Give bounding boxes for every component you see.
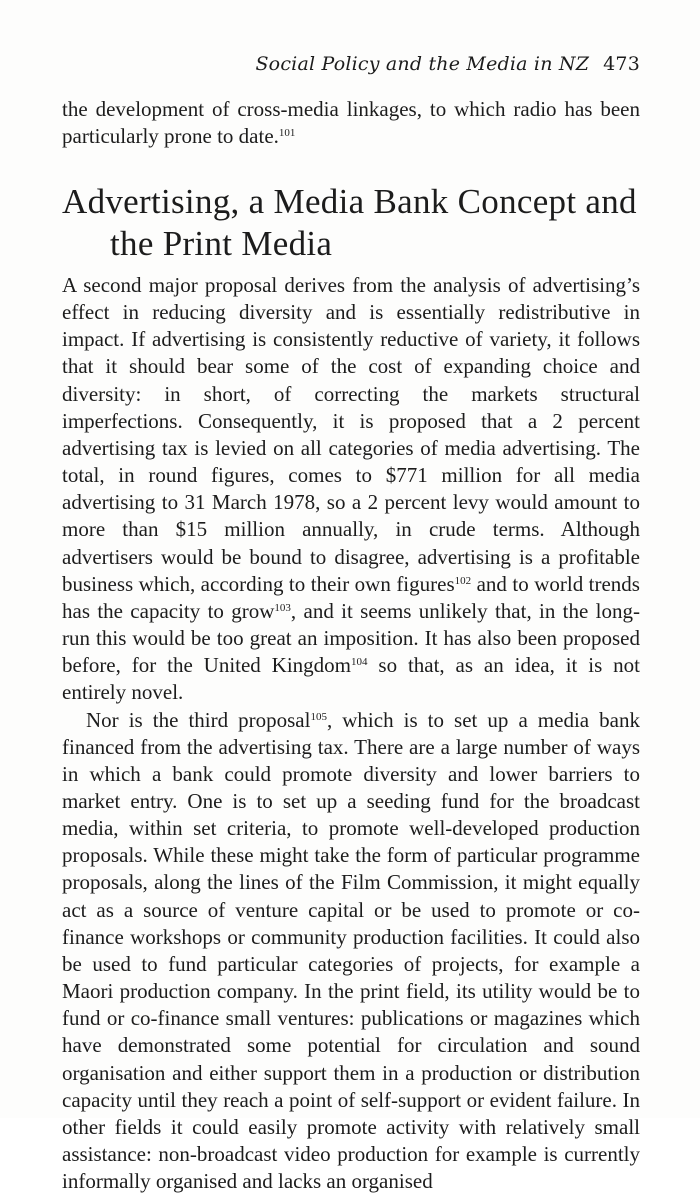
footnote-ref-105: 105 xyxy=(310,710,327,722)
paragraph-media-bank xyxy=(62,707,640,1195)
paragraph-2-text-b: , which is to set up a media bank financed from the advertising tax. There are a large number of ways in which a bank could promote diversity and lower barriers to market entry. One is to set up a seeding fund for the broadcast media, within set criteria, to promote well-developed production proposals. While these might take the form of particular programme proposals, along the lines of the Film Commission, it might equally act as a source of venture capital or be used to promote or co-finance workshops or community production facilities. It could also be used to fund particular categories of projects, for example a Maori production company. In the print field, its utility would be to fund or co-finance small ventures: publications or magazines which have demonstrated some potential for circulation and sound organisation and either support them in a production or distribution capacity until they reach a point of self-support or evident failure. In other fields it could easily promote activity with relatively small assistance: non-broadcast video production for example is currently informally organised and lacks an organised xyxy=(62,708,640,1194)
footnote-ref-104: 104 xyxy=(351,656,368,668)
running-head-title: Social Policy and the Media in NZ xyxy=(255,53,589,75)
paragraph-1-text-c: , and it seems unlikely that, in the long-run this would be too great an imposition. It has also been proposed before, for the United Kingdom xyxy=(62,599,640,677)
paragraph-2-text-a: Nor is the third proposal xyxy=(86,708,310,732)
footnote-ref-101: 101 xyxy=(279,127,296,139)
paragraph-1-text-b: and to world trends has the capacity to grow xyxy=(62,572,640,623)
paragraph-1-text-d: so that, as an idea, it is not entirely novel. xyxy=(62,653,640,704)
page-number: 473 xyxy=(603,53,640,75)
paragraph-1-text-a: A second major proposal derives from the analysis of advertising’s effect in reducing diversity and is essentially redistributive in impact. If advertising is consistently reductive of variety, it follows that it should bear some of the cost of expanding choice and diversity: in short, of correcting the markets structural imperfections. Consequently, it is proposed that a 2 percent advertising tax is levied on all categories of media advertising. The total, in round figures, comes to $771 million for all media advertising to 31 March 1978, so a 2 percent levy would amount to more than $15 million annually, in crude terms. Although advertisers would be bound to disagree, advertising is a profitable business which, according to their own figures xyxy=(62,273,640,596)
footnote-ref-102: 102 xyxy=(455,575,472,587)
section-body xyxy=(62,272,640,1195)
section-heading-line-2: the Print Media xyxy=(62,223,662,265)
section-heading-line-1: Advertising, a Media Bank Concept and xyxy=(62,181,662,223)
section-heading xyxy=(62,181,662,265)
paragraph-advertising-tax xyxy=(62,272,640,707)
running-head xyxy=(60,52,640,76)
footnote-ref-103: 103 xyxy=(274,602,291,614)
intro-paragraph xyxy=(62,96,640,150)
intro-text: the development of cross-media linkages, to which radio has been particularly prone to date. xyxy=(62,97,640,148)
